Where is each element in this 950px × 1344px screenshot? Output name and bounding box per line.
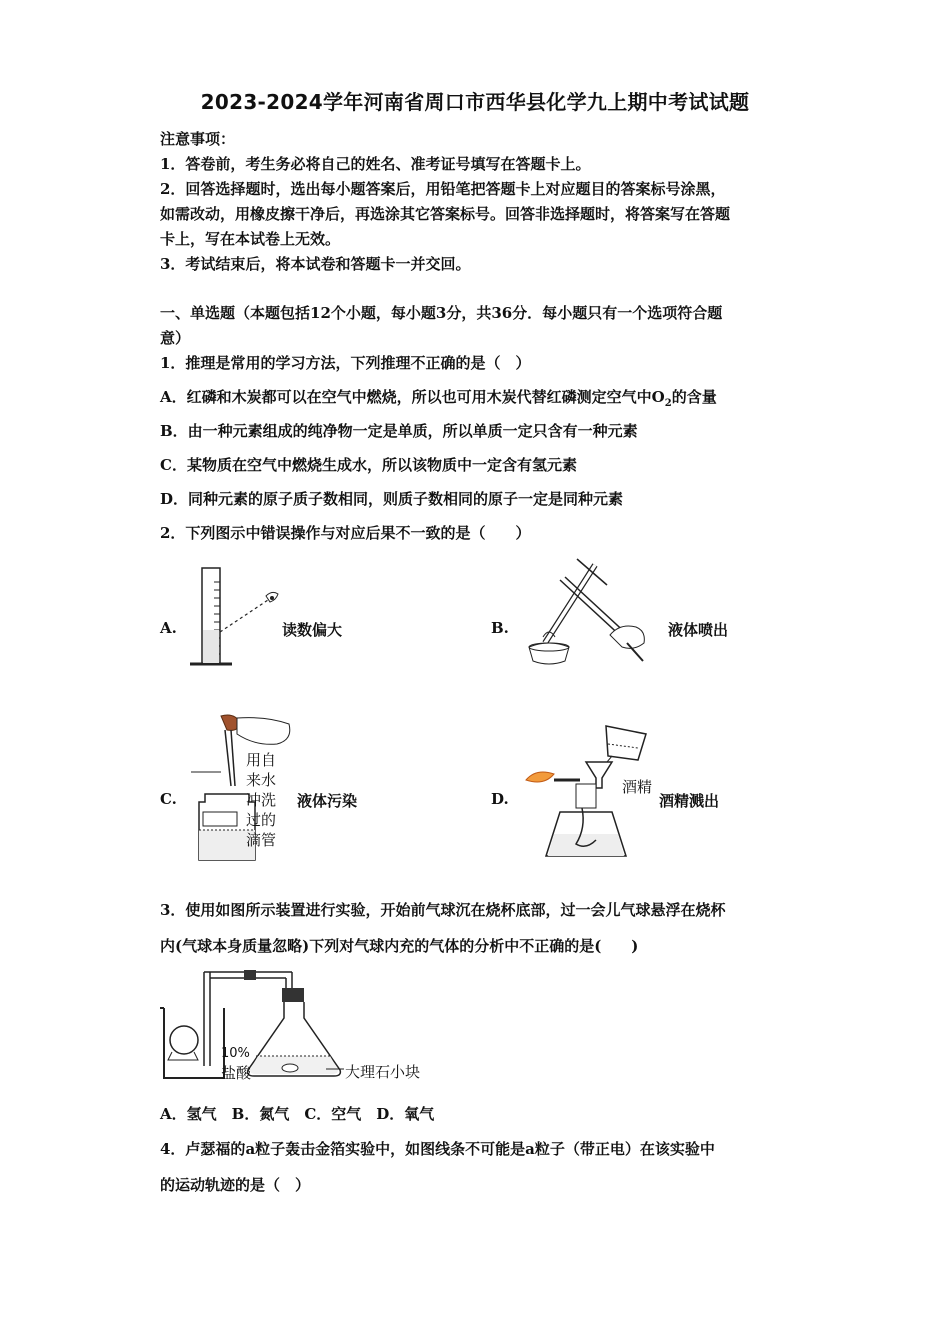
notice-item: 1．答卷前，考生务必将自己的姓名、准考证号填写在答题卡上。 bbox=[160, 155, 591, 173]
question-3-stem-cont: 内(气球本身质量忽略)下列对气球内充的气体的分析中不正确的是( ) bbox=[160, 937, 639, 955]
q2-option-a-letter: A. bbox=[160, 619, 177, 637]
notice-heading: 注意事项： bbox=[160, 130, 236, 148]
question-2-stem: 2．下列图示中错误操作与对应后果不一致的是（ ） bbox=[160, 524, 531, 542]
question-3-options: A．氢气 B．氮气 C．空气 D．氧气 bbox=[160, 1105, 435, 1123]
q2-option-b-letter: B. bbox=[491, 619, 509, 637]
question-1-stem: 1．推理是常用的学习方法，下列推理不正确的是（ ） bbox=[160, 354, 531, 372]
q2-option-b-result: 液体喷出 bbox=[668, 621, 729, 639]
dropper-note bbox=[246, 750, 286, 850]
notice-item: 卡上，写在本试卷上无效。 bbox=[160, 230, 341, 248]
question-1-option-a bbox=[160, 386, 717, 409]
option-a-text: A．红磷和木炭都可以在空气中燃烧，所以也可用木炭代替红磷测定空气中 bbox=[160, 388, 652, 406]
dropper-note-line: 过的 bbox=[246, 811, 277, 829]
question-1-option-d: D．同种元素的原子质子数相同，则质子数相同的原子一定是同种元素 bbox=[160, 490, 624, 508]
dropper-note-line: 用自 bbox=[246, 751, 277, 769]
alcohol-label: 酒精 bbox=[622, 778, 653, 796]
question-4-stem: 4．卢瑟福的a粒子轰击金箔实验中，如图线条不可能是a粒子（带正电）在该实验中 bbox=[160, 1140, 715, 1158]
notice-item: 3．考试结束后，将本试卷和答题卡一并交回。 bbox=[160, 255, 471, 273]
dropper-note-line: 冲洗 bbox=[246, 791, 277, 809]
test-tube-heating-illustration bbox=[515, 555, 665, 675]
q2-option-a-result: 读数偏大 bbox=[282, 621, 343, 639]
q2-option-d-letter: D. bbox=[491, 790, 509, 808]
q2-option-c-result: 液体污染 bbox=[297, 792, 358, 810]
chem-o: O bbox=[651, 388, 665, 406]
question-1-option-c: C．某物质在空气中燃烧生成水，所以该物质中一定含有氢元素 bbox=[160, 456, 577, 474]
chem-subscript: 2 bbox=[664, 398, 672, 409]
notice-item: 2．回答选择题时，选出每小题答案后，用铅笔把答题卡上对应题目的答案标号涂黑， bbox=[160, 180, 726, 198]
option-a-tail: 的含量 bbox=[671, 388, 717, 406]
q2-option-d-result: 酒精溅出 bbox=[659, 792, 720, 810]
dropper-note-line: 滴管 bbox=[246, 831, 277, 849]
acid-concentration-label: 10% bbox=[221, 1046, 250, 1061]
page-title: 2023-2024学年河南省周口市西华县化学九上期中考试试题 bbox=[200, 90, 750, 114]
question-4-stem-cont: 的运动轨迹的是（ ） bbox=[160, 1176, 311, 1194]
q2-option-c-letter: C. bbox=[160, 790, 177, 808]
dropper-note-line: 来水 bbox=[246, 771, 277, 789]
section-heading-cont: 意） bbox=[160, 329, 191, 347]
question-3-stem: 3．使用如图所示装置进行实验，开始前气球沉在烧杯底部，过一会儿气球悬浮在烧杯 bbox=[160, 901, 726, 919]
acid-label: 盐酸 bbox=[221, 1064, 252, 1082]
notice-item: 如需改动，用橡皮擦干净后，再选涂其它答案标号。回答非选择题时，将答案写在答题 bbox=[160, 205, 731, 223]
question-1-option-b: B．由一种元素组成的纯净物一定是单质，所以单质一定只含有一种元素 bbox=[160, 422, 638, 440]
marble-label: 大理石小块 bbox=[345, 1063, 421, 1081]
section-heading: 一、单选题（本题包括12个小题，每小题3分，共36分．每小题只有一个选项符合题 bbox=[160, 304, 723, 322]
graduated-cylinder-illustration bbox=[180, 560, 290, 675]
